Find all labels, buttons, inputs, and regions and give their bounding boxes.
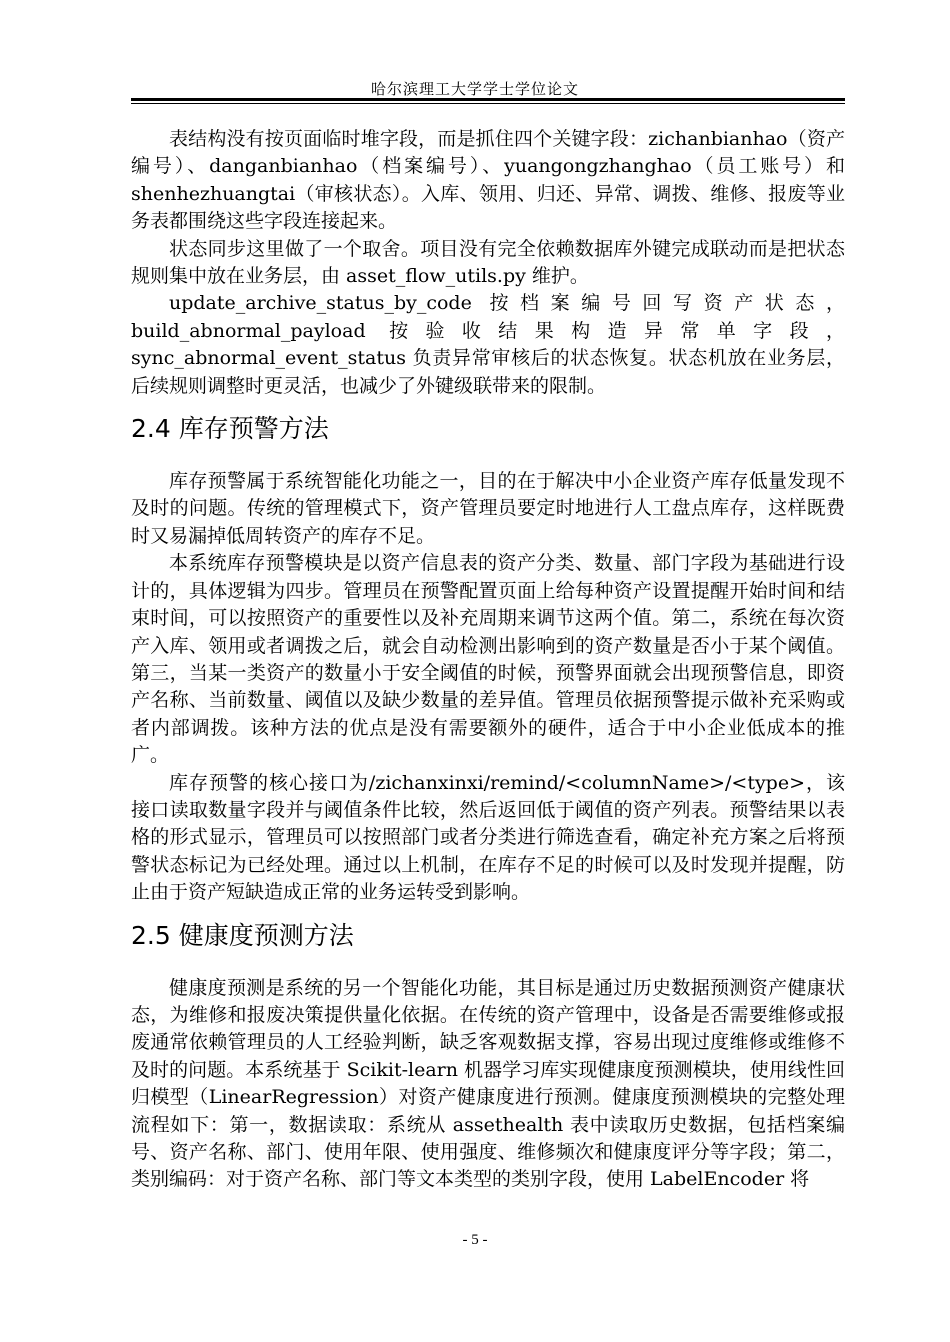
section-heading: 2.4 库存预警方法 <box>131 414 329 444</box>
section-heading: 2.5 健康度预测方法 <box>131 920 354 950</box>
header-rule-thick <box>131 98 845 101</box>
paragraph: 表结构没有按页面临时堆字段，而是抓住四个关键字段：zichanbianhao（资产编号）、danganbianhao（档案编号）、yuangongzhanghao（员工账号）和 shenhezhuangtai（审核状态）。入库、领用、归还、异常、调拨、维修、报废等业务表都围绕这些字段连接起来。 <box>131 128 845 233</box>
header-rule-thin <box>131 103 845 104</box>
page-number: - 5 - <box>462 1232 488 1248</box>
paragraph: 库存预警的核心接口为/zichanxinxi/remind/<columnName>/<type>，该接口读取数量字段并与阈值条件比较，然后返回低于阈值的资产列表。预警结果以表格的形式显示，管理员可以按照部门或者分类进行筛选查看，确定补充方案之后将预警状态标记为已经处理。通过以上机制，在库存不足的时候可以及时发现并提醒，防止由于资产短缺造成正常的业务运转受到影响。 <box>131 771 845 904</box>
paragraph: 本系统库存预警模块是以资产信息表的资产分类、数量、部门字段为基础进行设计的，具体逻辑为四步。管理员在预警配置页面上给每种资产设置提醒开始时间和结束时间，可以按照资产的重要性以及补充周期来调节这两个值。第二，系统在每次资产入库、领用或者调拨之后，就会自动检测出影响到的资产数量是否小于某个阈值。第三，当某一类资产的数量小于安全阈值的时候，预警界面就会出现预警信息，即资产名称、当前数量、阈值以及缺少数量的差异值。管理员依据预警提示做补充采购或者内部调拨。该种方法的优点是没有需要额外的硬件，适合于中小企业低成本的推广。 <box>131 552 845 767</box>
paragraph: update_archive_status_by_code 按档案编号回写资产状态，build_abnormal_payload 按验收结果构造异常单字段，sync_abnormal_event_status 负责异常审核后的状态恢复。状态机放在业务层，后续规则调整时更灵活，也减少了外键级联带来的限制。 <box>131 292 845 397</box>
running-header: 哈尔滨理工大学学士学位论文 <box>370 80 579 98</box>
paragraph: 库存预警属于系统智能化功能之一，目的在于解决中小企业资产库存低量发现不及时的问题。传统的管理模式下，资产管理员要定时地进行人工盘点库存，这样既费时又易漏掉低周转资产的库存不足。 <box>131 470 845 547</box>
body-content <box>131 126 845 1194</box>
paragraph: 健康度预测是系统的另一个智能化功能，其目标是通过历史数据预测资产健康状态，为维修和报废决策提供量化依据。在传统的资产管理中，设备是否需要维修或报废通常依赖管理员的人工经验判断，缺乏客观数据支撑，容易出现过度维修或维修不及时的问题。本系统基于 Scikit-learn 机器学习库实现健康度预测模块，使用线性回归模型（LinearRegression）对资产健康度进行预测。健康度预测模块的完整处理流程如下：第一，数据读取：系统从 assethealth 表中读取历史数据，包括档案编号、资产名称、部门、使用年限、使用强度、维修频次和健康度评分等字段；第二，类别编码：对于资产名称、部门等文本类型的类别字段，使用 LabelEncoder 将 <box>131 976 845 1191</box>
paragraph: 状态同步这里做了一个取舍。项目没有完全依赖数据库外键完成联动而是把状态规则集中放在业务层，由 asset_flow_utils.py 维护。 <box>131 237 845 288</box>
